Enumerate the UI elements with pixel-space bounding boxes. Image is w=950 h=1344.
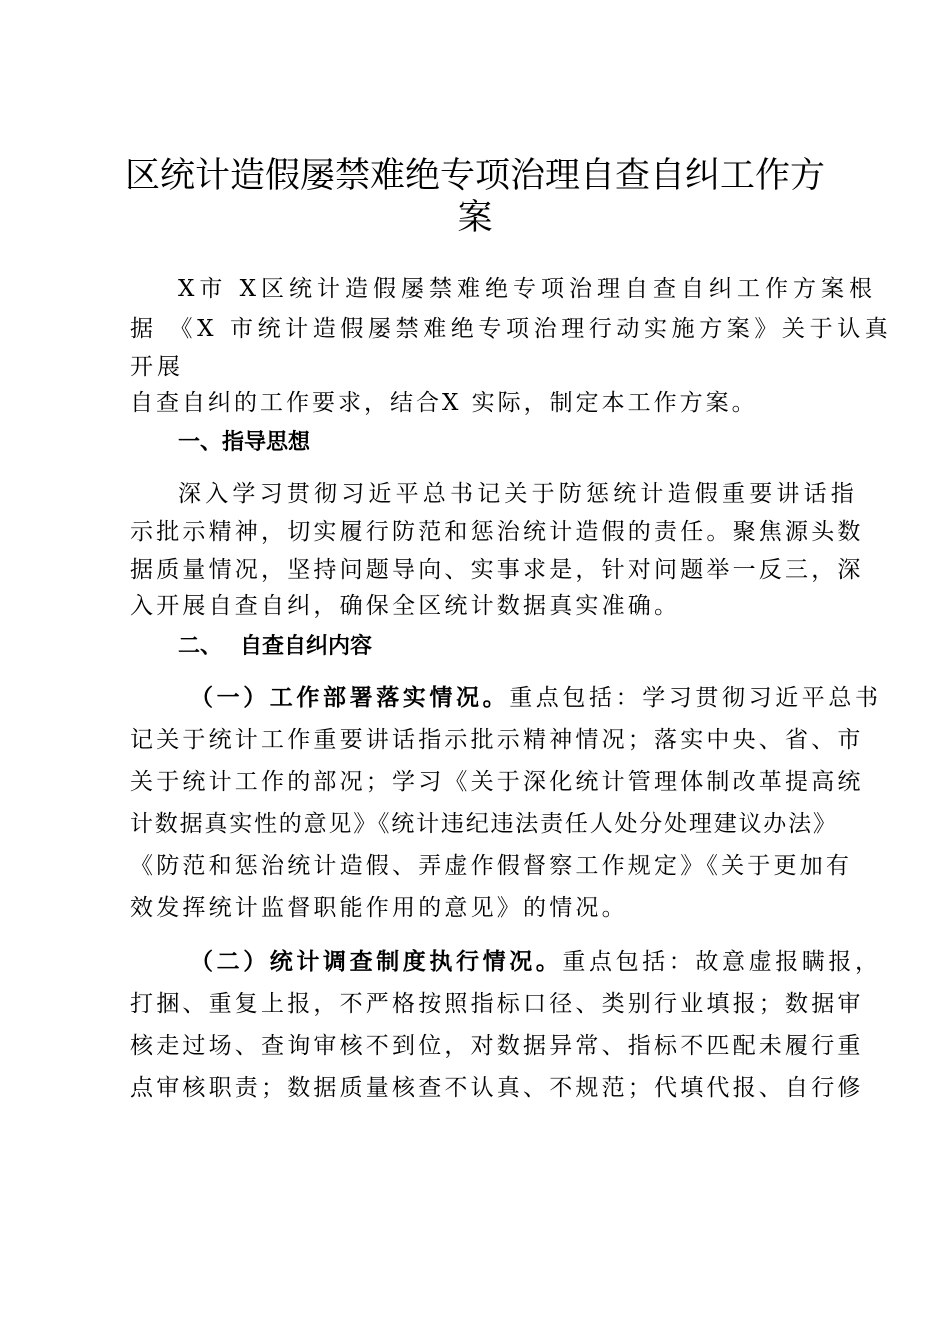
intro-line-3: 开展 [130,354,184,380]
item1-line-3: 关于统计工作的部况；学习《关于深化统计管理体制改革提高统 [130,769,864,795]
item1-line-1-text: 重点包括：学习贯彻习近平总书 [509,685,882,711]
item2-line-4: 点审核职责；数据质量核查不认真、不规范；代填代报、自行修 [130,1075,864,1101]
intro-line-4: 自查自纠的工作要求，结合X 实际，制定本工作方案。 [130,390,758,416]
intro-line-2: 据 《X 市统计造假屡禁难绝专项治理行动实施方案》关于认真 [130,316,893,342]
document-title-line2: 案 [457,198,493,238]
section1-heading: 一、指导思想 [178,430,311,455]
item1-line-6: 效发挥统计监督职能作用的意见》的情况。 [130,895,628,921]
section1-line-2: 示批示精神，切实履行防范和惩治统计造假的责任。聚焦源头数 [130,519,864,545]
item2-line-1-text: 重点包括：故意虚报瞒报， [562,949,882,975]
section1-line-3: 据质量情况，坚持问题导向、实事求是，针对问题举一反三，深 [130,557,864,583]
section1-line-4: 入开展自查自纠，确保全区统计数据真实准确。 [130,593,681,619]
intro-line-1: X市 X区统计造假屡禁难绝专项治理自查自纠工作方案根 [178,276,878,302]
document-title-line1: 区统计造假屡禁难绝专项治理自查自纠工作方 [124,156,825,196]
section2-heading-number: 二、 [178,634,223,659]
item2-line-2: 打捆、重复上报，不严格按照指标口径、类别行业填报；数据审 [130,991,864,1017]
section1-line-1: 深入学习贯彻习近平总书记关于防惩统计造假重要讲话指 [178,481,858,507]
item2-label: （二）统计调查制度执行情况。 [190,948,563,975]
item2-line-1 [190,945,882,979]
item1-label: （一）工作部署落实情况。 [190,684,510,711]
section2-heading-text: 自查自纠内容 [240,634,373,659]
item1-line-2: 记关于统计工作重要讲话指示批示精神情况；落实中央、省、市 [130,727,864,753]
item1-line-4: 计数据真实性的意见》《统计违纪违法责任人处分处理建议办法》 [130,811,838,837]
item1-line-1 [190,681,882,715]
item1-line-5: 《防范和惩治统计造假、弄虚作假督察工作规定》《关于更加有 [130,853,853,879]
item2-line-3: 核走过场、查询审核不到位，对数据异常、指标不匹配未履行重 [130,1033,864,1059]
